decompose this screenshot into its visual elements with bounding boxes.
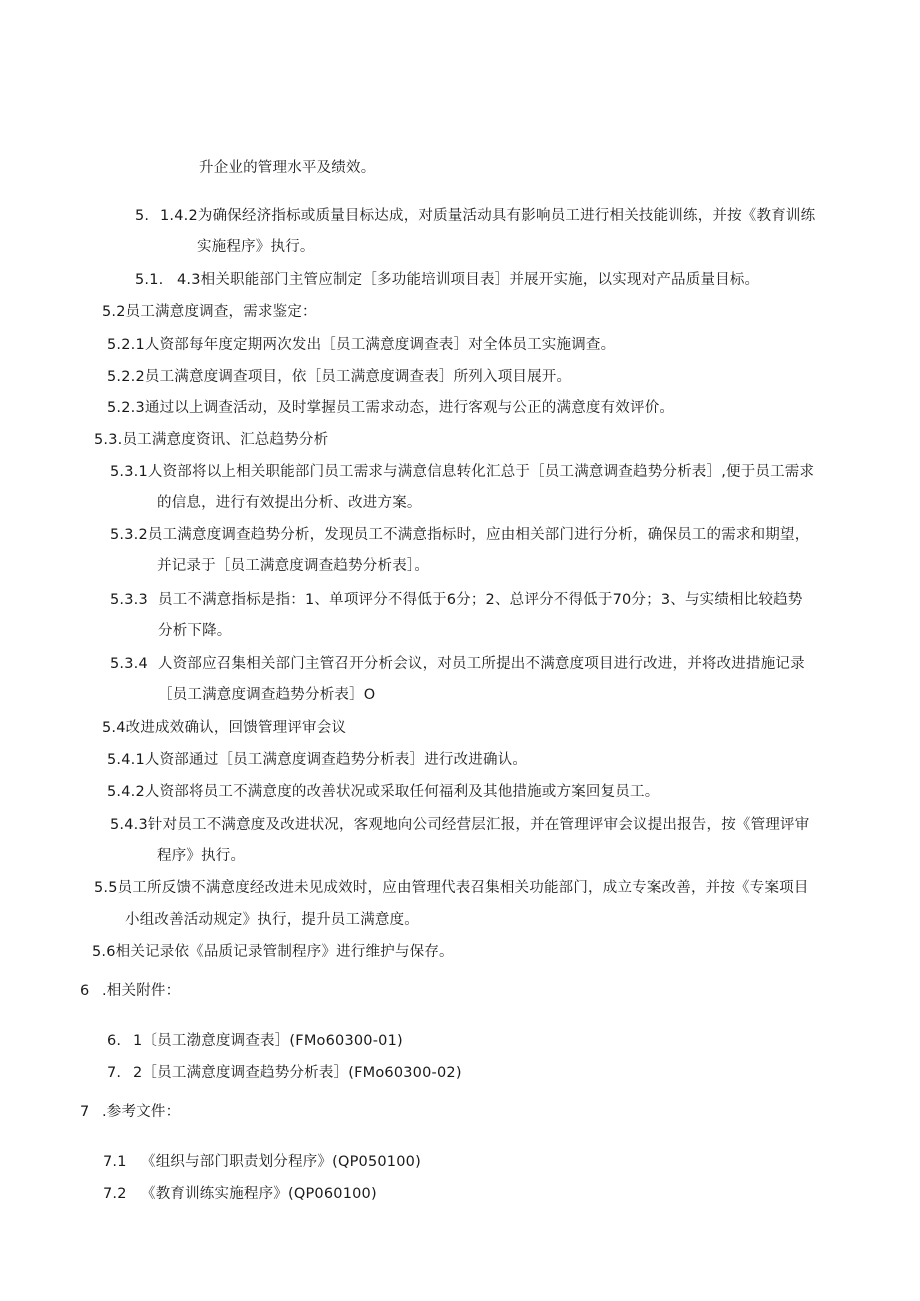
section-number: 5.3.3	[110, 592, 148, 608]
text-line-24	[92, 942, 454, 962]
text-line-0	[199, 158, 375, 178]
line-text: 《教育训练实施程序》(QP060100)	[141, 1186, 377, 1202]
text-line-6	[107, 367, 571, 387]
line-text: 5.5员工所反馈不满意度经改进未见成效时，应由管理代表召集相关功能部门，成立专案改善，并按《专案项目	[94, 880, 809, 896]
text-line-28	[80, 1102, 180, 1122]
line-text: .参考文件：	[102, 1104, 181, 1120]
text-line-22	[94, 878, 809, 898]
line-text: 5.4.3针对员工不满意度及改进状况，客观地向公司经营层汇报，并在管理评审会议提出报告，按《管理评审	[110, 817, 810, 833]
line-text: 并记录于［员工满意度调查趋势分析表］。	[157, 558, 430, 574]
section-number: 5.3.4	[110, 656, 148, 672]
line-text: 1〔员工渤意度调查表］(FMo60300-01)	[133, 1033, 403, 1049]
text-line-9	[110, 462, 814, 482]
text-line-21	[157, 846, 245, 866]
section-number: 6.	[107, 1033, 122, 1049]
text-line-19	[107, 782, 659, 802]
line-text: ［员工满意度调查趋势分析表］O	[158, 687, 376, 703]
line-text: 5.2.1人资部每年度定期两次发出［员工满意度调查表］对全体员工实施调查。	[107, 337, 616, 353]
text-line-2	[197, 237, 315, 257]
line-text: .相关附件：	[102, 983, 181, 999]
line-text: 员工不满意指标是指：1、单项评分不得低于6分；2、总评分不得低于70分；3、与实绩相比较趋势	[158, 592, 803, 608]
text-line-30	[103, 1184, 377, 1204]
line-text: 5.2员工满意度调查，需求鉴定：	[102, 304, 317, 320]
section-number: 6	[80, 983, 90, 999]
section-number: 7.1	[103, 1154, 127, 1170]
text-line-25	[80, 981, 180, 1001]
line-text: 升企业的管理水平及绩效。	[199, 160, 376, 176]
line-text: 《组织与部门职责划分程序》(QP050100)	[141, 1154, 421, 1170]
line-text: 5.3.2员工满意度调查趋势分析，发现员工不满意指标时，应由相关部门进行分析，确保员工的需求和期望，	[110, 527, 810, 543]
text-line-13	[110, 590, 803, 610]
line-text: 5.6相关记录依《品质记录管制程序》进行维护与保存。	[92, 944, 454, 960]
text-line-1	[135, 206, 815, 226]
section-number: 7.	[107, 1065, 122, 1081]
text-line-8	[94, 430, 328, 450]
line-text: 5.3.1人资部将以上相关职能部门员工需求与满意信息转化汇总于［员工满意调查趋势分析表］,便于员工需求	[110, 464, 815, 480]
line-text: 5.4.1人资部通过［员工满意度调查趋势分析表］进行改进确认。	[107, 752, 528, 768]
text-line-20	[110, 815, 809, 835]
line-text: 实施程序》执行。	[197, 239, 315, 255]
text-line-16	[158, 685, 375, 705]
text-line-15	[110, 654, 805, 674]
line-text: 分析下降。	[158, 623, 232, 639]
line-text: 人资部应召集相关部门主管召开分析会议，对员工所提出不满意度项目进行改进，并将改进措施记录	[158, 656, 805, 672]
text-line-10	[157, 493, 422, 513]
line-text: 的信息，进行有效提出分析、改进方案。	[157, 495, 422, 511]
line-text: 小组改善活动规定》执行，提升员工满意度。	[125, 912, 419, 928]
text-line-27	[107, 1063, 462, 1083]
section-number: 5.1.	[135, 272, 164, 288]
text-line-5	[107, 335, 615, 355]
text-line-11	[110, 525, 809, 545]
text-line-12	[157, 556, 429, 576]
line-text: 5.2.2员工满意度调查项目，依［员工满意度调查表］所列入项目展开。	[107, 369, 572, 385]
text-line-7	[107, 398, 674, 418]
text-line-17	[102, 718, 346, 738]
text-line-14	[158, 621, 232, 641]
line-text: 程序》执行。	[157, 848, 246, 864]
text-line-4	[102, 302, 317, 322]
line-text: 5.2.3通过以上调查活动，及时掌握员工需求动态，进行客观与公正的满意度有效评价。	[107, 400, 675, 416]
line-text: 5.4改进成效确认，回馈管理评审会议	[102, 720, 347, 736]
section-number: 5.	[135, 208, 150, 224]
text-line-29	[103, 1152, 421, 1172]
line-text: 4.3相关职能部门主管应制定［多功能培训项目表］并展开实施，以实现对产品质量目标。	[177, 272, 760, 288]
section-number: 7	[80, 1104, 90, 1120]
line-text: 5.4.2人资部将员工不满意度的改善状况或采取任何福利及其他措施或方案回复员工。	[107, 784, 660, 800]
line-text: 1.4.2为确保经济指标或质量目标达成，对质量活动具有影响员工进行相关技能训练，并按《教育训练	[160, 208, 816, 224]
section-number: 7.2	[103, 1186, 127, 1202]
text-line-18	[107, 750, 527, 770]
text-line-3	[135, 270, 759, 290]
line-text: 2［员工满意度调查趋势分析表］(FMo60300-02)	[133, 1065, 462, 1081]
line-text: 5.3.员工满意度资讯、汇总趋势分析	[94, 432, 329, 448]
text-line-23	[125, 910, 419, 930]
text-line-26	[107, 1031, 403, 1051]
